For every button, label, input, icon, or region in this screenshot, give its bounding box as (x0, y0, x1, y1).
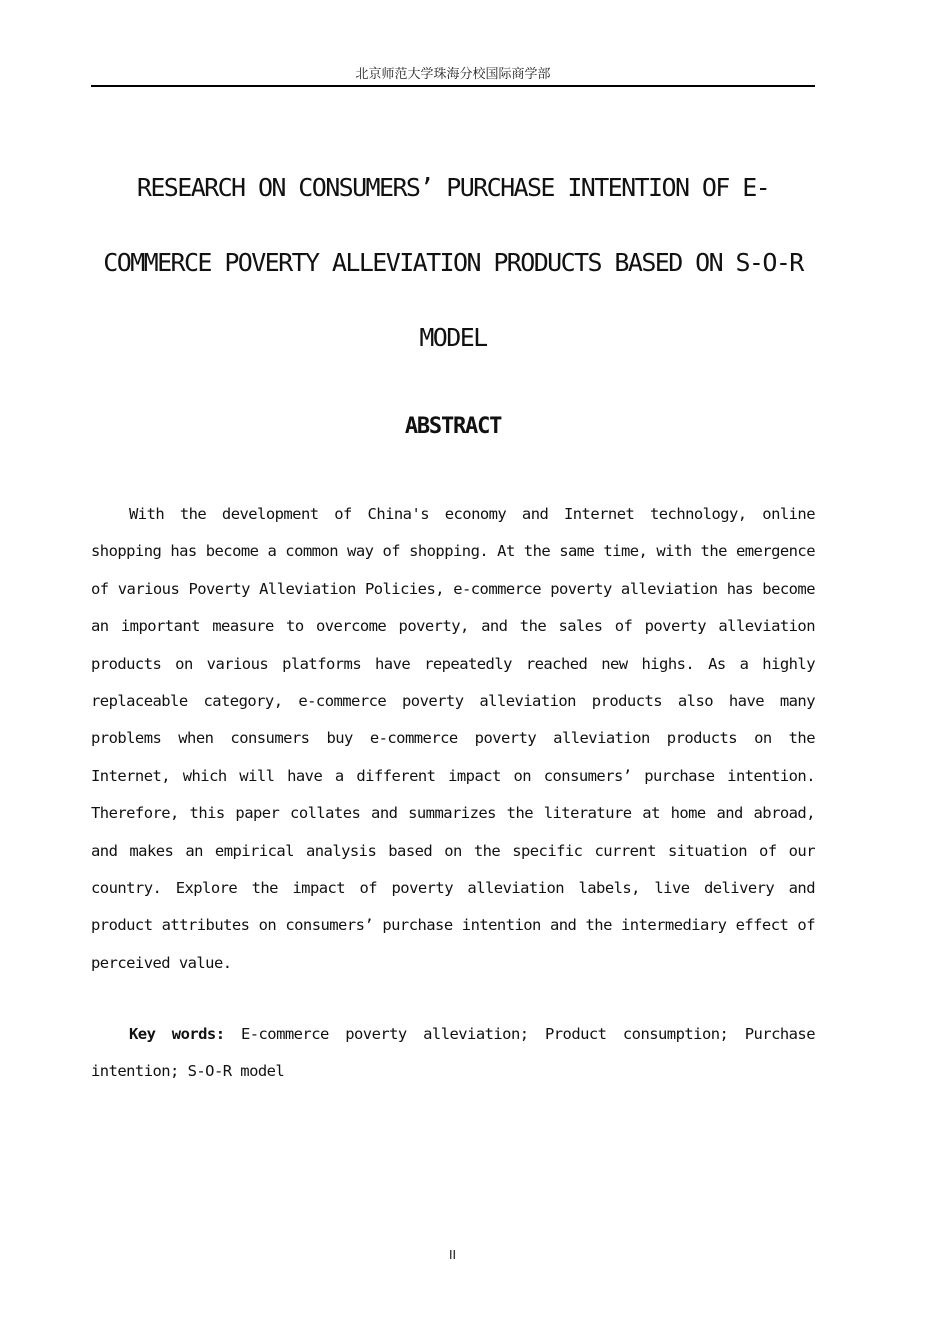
keywords-label: Key words: (129, 1025, 225, 1043)
keywords-paragraph (91, 1016, 815, 1091)
running-header: 北京师范大学珠海分校国际商学部 (355, 67, 551, 82)
keywords-text: E-commerce poverty alleviation; Product consumption; Purchase intention; S-O-R model (91, 1025, 815, 1081)
abstract-body: With the development of China's economy and Internet technology, online shopping has become a common way of shopping. At the same time, with the emergence of various Poverty Alleviation Policies, e-commerce poverty alleviation has become an important measure to overcome poverty, and the sales of poverty alleviation products on various platforms have repeatedly reached new highs. As a highly replaceable category, e-commerce poverty alleviation products also have many problems when consumers buy e-commerce poverty alleviation products on the Internet, which will have a different impact on consumers’ purchase intention. Therefore, this paper collates and summarizes the literature at home and abroad, and makes an empirical analysis based on the specific current situation of our country. Explore the impact of poverty alleviation labels, live delivery and product attributes on consumers’ purchase intention and the intermediary effect of perceived value. (91, 505, 815, 972)
abstract-heading: ABSTRACT (404, 414, 502, 439)
paper-title: RESEARCH ON CONSUMERS’ PURCHASE INTENTION OF E-COMMERCE POVERTY ALLEVIATION PRODUCTS BASED ON S-O-R MODEL (103, 173, 803, 352)
page-number: II (448, 1248, 457, 1262)
header-divider (91, 85, 815, 87)
